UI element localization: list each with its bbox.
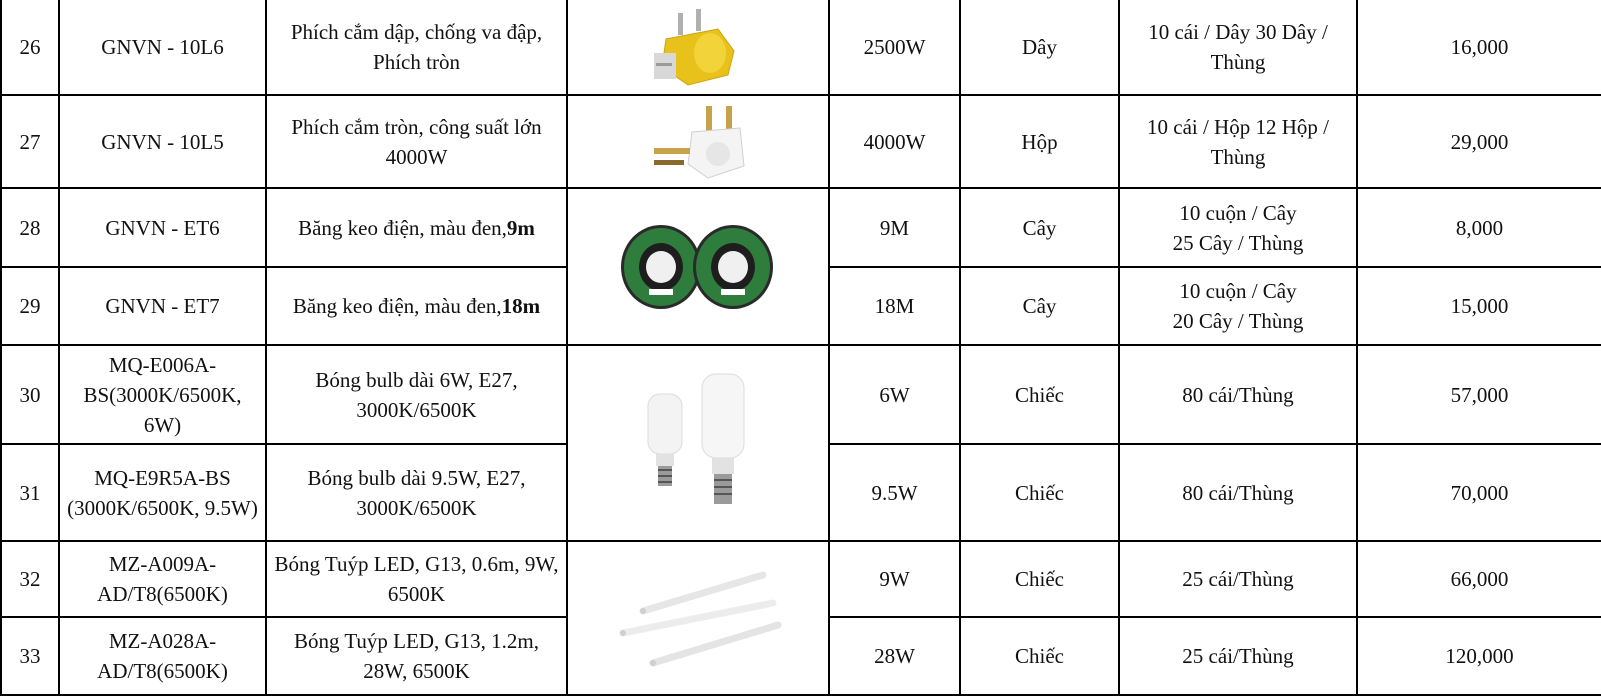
- product-code: GNVN - 10L5: [59, 95, 266, 188]
- row-number: 31: [1, 444, 59, 541]
- led-tube-image: [603, 563, 793, 673]
- product-power: 9M: [829, 188, 960, 267]
- product-description: Phích cắm dập, chống va đập, Phích tròn: [266, 0, 567, 95]
- row-number: 30: [1, 345, 59, 444]
- product-image-cell: [567, 541, 829, 695]
- product-packing: 25 cái/Thùng: [1119, 617, 1357, 695]
- white-plug-image: [648, 104, 748, 180]
- product-price: 8,000: [1357, 188, 1601, 267]
- product-price: 57,000: [1357, 345, 1601, 444]
- product-price: 15,000: [1357, 267, 1601, 345]
- row-number: 29: [1, 267, 59, 345]
- product-code: MQ-E9R5A-BS (3000K/6500K, 9.5W): [59, 444, 266, 541]
- product-unit: Chiếc: [960, 541, 1119, 617]
- table-row: [1, 95, 1601, 188]
- row-number: 26: [1, 0, 59, 95]
- table-row: [1, 188, 1601, 267]
- product-description: Bóng bulb dài 9.5W, E27, 3000K/6500K: [266, 444, 567, 541]
- product-description: Băng keo điện, màu đen,18m: [266, 267, 567, 345]
- product-image-cell: [567, 188, 829, 345]
- product-packing: 10 cuộn / Cây 25 Cây / Thùng: [1119, 188, 1357, 267]
- product-description: Bóng bulb dài 6W, E27, 3000K/6500K: [266, 345, 567, 444]
- product-unit: Hộp: [960, 95, 1119, 188]
- product-power: 6W: [829, 345, 960, 444]
- electrical-tape-image: [619, 219, 777, 315]
- product-power: 9W: [829, 541, 960, 617]
- product-power: 2500W: [829, 0, 960, 95]
- product-image-cell: [567, 95, 829, 188]
- product-code: MZ-A028A-AD/T8(6500K): [59, 617, 266, 695]
- product-code: GNVN - ET7: [59, 267, 266, 345]
- product-packing: 10 cái / Dây 30 Dây / Thùng: [1119, 0, 1357, 95]
- product-power: 4000W: [829, 95, 960, 188]
- table-row: [1, 541, 1601, 617]
- yellow-plug-image: [648, 5, 748, 89]
- product-power: 9.5W: [829, 444, 960, 541]
- row-number: 28: [1, 188, 59, 267]
- product-code: GNVN - 10L6: [59, 0, 266, 95]
- product-packing: 80 cái/Thùng: [1119, 345, 1357, 444]
- product-unit: Chiếc: [960, 345, 1119, 444]
- led-bulb-image: [638, 368, 758, 518]
- product-unit: Cây: [960, 267, 1119, 345]
- product-price: 16,000: [1357, 0, 1601, 95]
- product-unit: Dây: [960, 0, 1119, 95]
- product-packing: 25 cái/Thùng: [1119, 541, 1357, 617]
- product-unit: Cây: [960, 188, 1119, 267]
- product-description: Băng keo điện, màu đen,9m: [266, 188, 567, 267]
- product-description: Bóng Tuýp LED, G13, 1.2m, 28W, 6500K: [266, 617, 567, 695]
- product-description: Bóng Tuýp LED, G13, 0.6m, 9W, 6500K: [266, 541, 567, 617]
- product-price: 66,000: [1357, 541, 1601, 617]
- product-power: 18M: [829, 267, 960, 345]
- product-image-cell: [567, 0, 829, 95]
- row-number: 32: [1, 541, 59, 617]
- product-description: Phích cắm tròn, công suất lớn 4000W: [266, 95, 567, 188]
- product-unit: Chiếc: [960, 617, 1119, 695]
- row-number: 27: [1, 95, 59, 188]
- product-packing: 10 cuộn / Cây 20 Cây / Thùng: [1119, 267, 1357, 345]
- product-power: 28W: [829, 617, 960, 695]
- product-code: MZ-A009A-AD/T8(6500K): [59, 541, 266, 617]
- table-row: [1, 345, 1601, 444]
- row-number: 33: [1, 617, 59, 695]
- product-price: 120,000: [1357, 617, 1601, 695]
- product-image-cell: [567, 345, 829, 541]
- product-unit: Chiếc: [960, 444, 1119, 541]
- product-price: 70,000: [1357, 444, 1601, 541]
- table-row: [1, 0, 1601, 95]
- product-packing: 10 cái / Hộp 12 Hộp / Thùng: [1119, 95, 1357, 188]
- product-code: GNVN - ET6: [59, 188, 266, 267]
- product-code: MQ-E006A-BS(3000K/6500K, 6W): [59, 345, 266, 444]
- product-packing: 80 cái/Thùng: [1119, 444, 1357, 541]
- product-price: 29,000: [1357, 95, 1601, 188]
